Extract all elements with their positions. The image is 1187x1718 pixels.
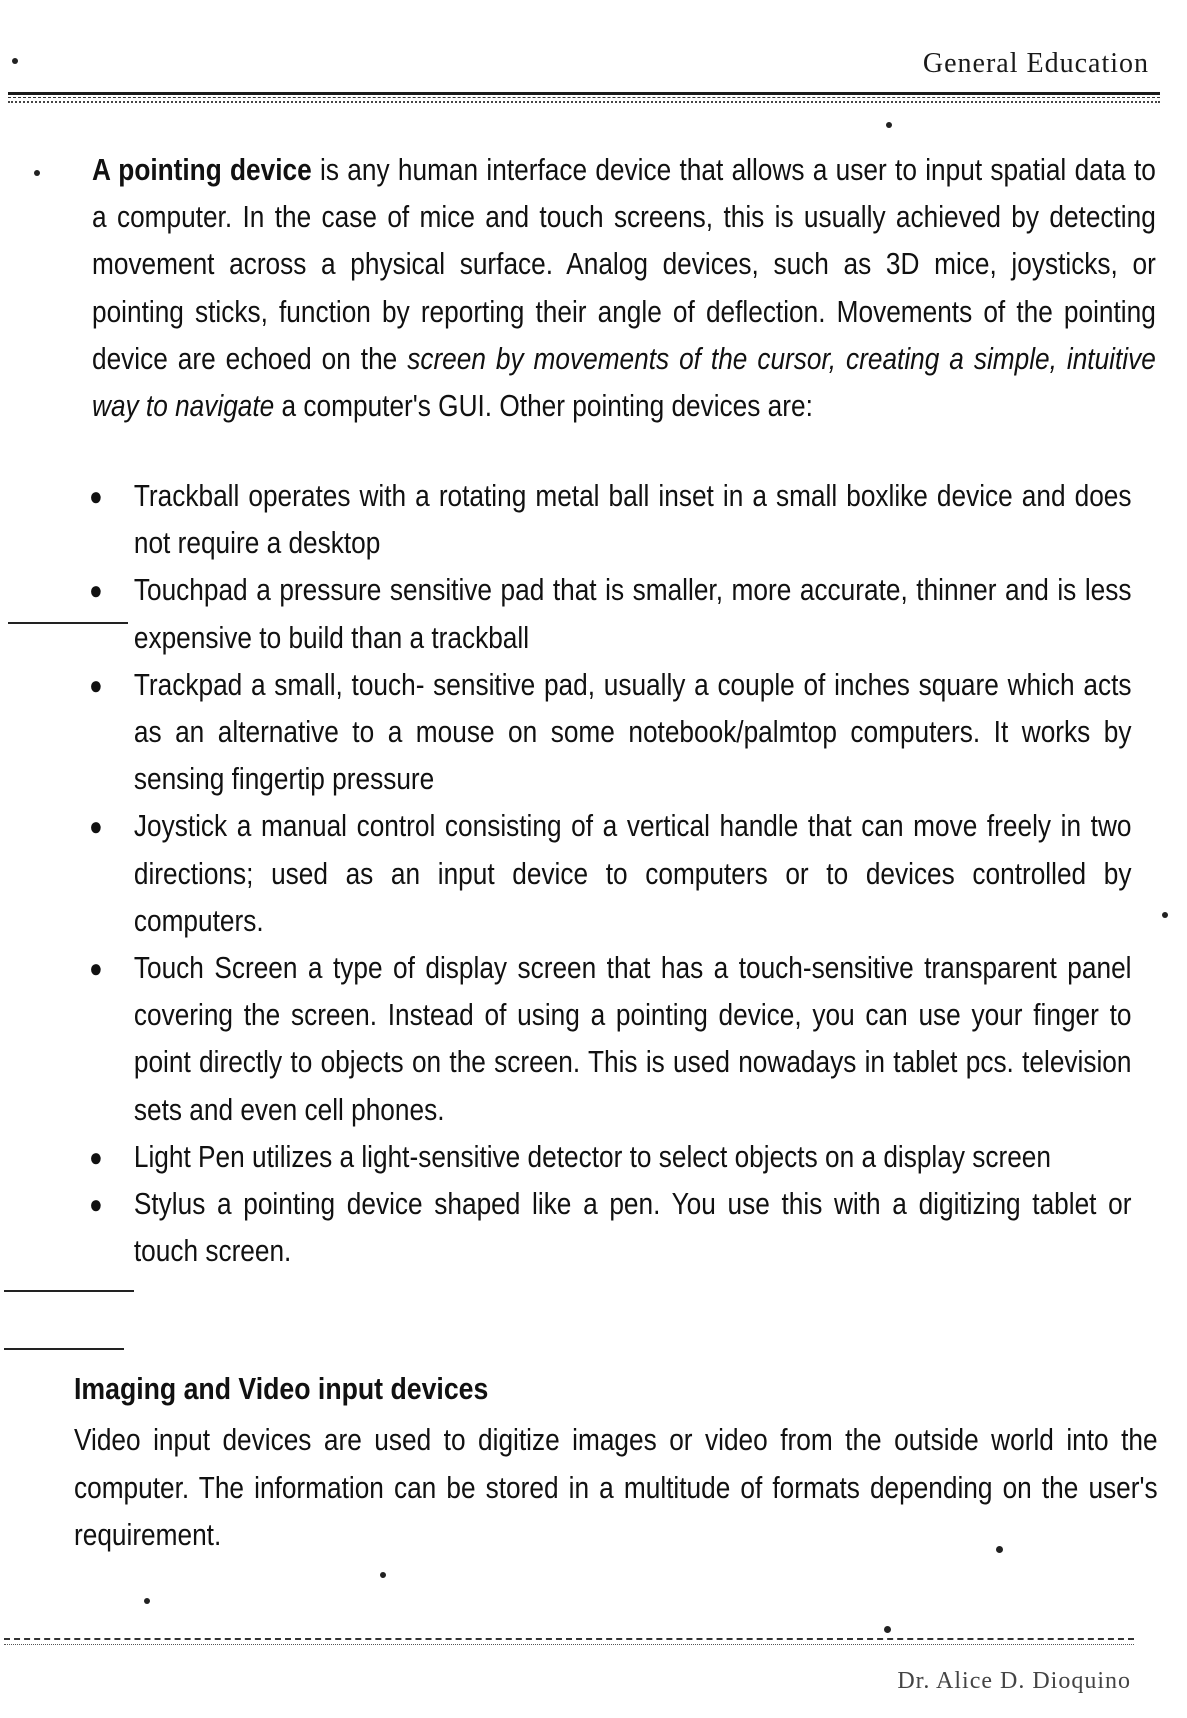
scan-mark (4, 1290, 134, 1292)
list-item-light-pen (84, 1134, 1131, 1181)
footer-rule (4, 1638, 1134, 1640)
bullet-icon: ● (89, 1141, 103, 1172)
list-item-term: Touch Screen (133, 951, 298, 986)
scan-speck (34, 170, 40, 176)
section-paragraph: Video input devices are used to digitize images or video from the outside world into the computer. The information can be stored in a multitude of formats depending on the user's requirement. (74, 1423, 1158, 1552)
scan-speck (996, 1546, 1003, 1553)
list-item-term: Stylus (133, 1187, 206, 1222)
running-header: General Education (922, 48, 1149, 79)
list-item-text: a pointing device shaped like a pen. You use this with a digitizing tablet or touch screen. (133, 1187, 1132, 1269)
list-item-term: Trackball (133, 479, 240, 513)
list-item-term: Trackpad (133, 667, 243, 702)
scan-speck (144, 1598, 150, 1604)
intro-text-italic: screen by movements of the cursor, creating a simple, intuitive way to navigate (92, 341, 1156, 424)
intro-paragraph (92, 147, 1156, 430)
scan-speck (380, 1572, 386, 1578)
list-item-term: Light Pen (133, 1139, 245, 1174)
intro-text-1: is any human interface device that allows a user to input spatial data to a computer. In the case of mice and touch screens, this is usually achieved by detecting movement across a physical surface. Analog devices, such as 3D mice, joysticks, or pointing sticks, function by reporting their angle of deflection. Movements of the pointing device are echoed on the (92, 153, 1156, 376)
list-item-text: utilizes a light-sensitive detector to select objects on a display screen (244, 1139, 1051, 1174)
scan-speck (884, 1626, 891, 1633)
list-item-text: a small, touch- sensitive pad, usually a couple of inches square which acts as an alternative to a mouse on some notebook/palmtop computers. It works by sensing fingertip pressure (133, 667, 1132, 797)
bullet-icon: ● (89, 1189, 103, 1220)
list-item-text: operates with a rotating metal ball inset in a small boxlike device and does not require a desktop (133, 479, 1132, 561)
header-rule (8, 92, 1160, 98)
intro-text-2: a computer's GUI. Other pointing devices are: (274, 389, 813, 424)
scan-speck (1162, 912, 1168, 918)
bullet-icon: ● (89, 575, 103, 606)
scan-mark (4, 1348, 124, 1350)
scan-speck (12, 58, 18, 64)
list-item-joystick (84, 803, 1131, 945)
list-item-stylus (84, 1181, 1131, 1275)
bullet-icon: ● (89, 669, 103, 700)
list-item-touchpad (84, 567, 1131, 661)
scan-speck (886, 122, 892, 128)
footer-rule-secondary (4, 1644, 1134, 1645)
list-item-text: a manual control consisting of a vertical handle that can move freely in two directions; used as an input device to computers or to devices controlled by computers. (133, 809, 1132, 938)
bullet-icon: ● (89, 953, 103, 984)
list-item-text: a type of display screen that has a touch-sensitive transparent panel covering the screen. Instead of using a pointing device, you can use your finger to point directly to objects on the screen. This is used nowadays in tablet pcs. television sets and even cell phones. (133, 951, 1132, 1127)
bullet-icon: ● (89, 481, 103, 511)
list-item-text: a pressure sensitive pad that is smaller, more accurate, thinner and is less expensive to build than a trackball (133, 573, 1132, 655)
list-item-term: Touchpad (133, 573, 248, 608)
header-rule-secondary (8, 101, 1160, 103)
list-item-term: Joystick (133, 809, 228, 844)
pointing-devices-list (84, 473, 1168, 1275)
list-item-touch-screen (84, 945, 1131, 1134)
scan-mark (8, 622, 128, 624)
bullet-icon: ● (89, 811, 103, 842)
list-item-trackpad (84, 662, 1131, 804)
intro-term: A pointing device (92, 153, 312, 187)
list-item-trackball (84, 473, 1131, 567)
footer-author: Dr. Alice D. Dioquino (897, 1668, 1131, 1694)
section-heading: Imaging and Video input devices (74, 1371, 489, 1406)
